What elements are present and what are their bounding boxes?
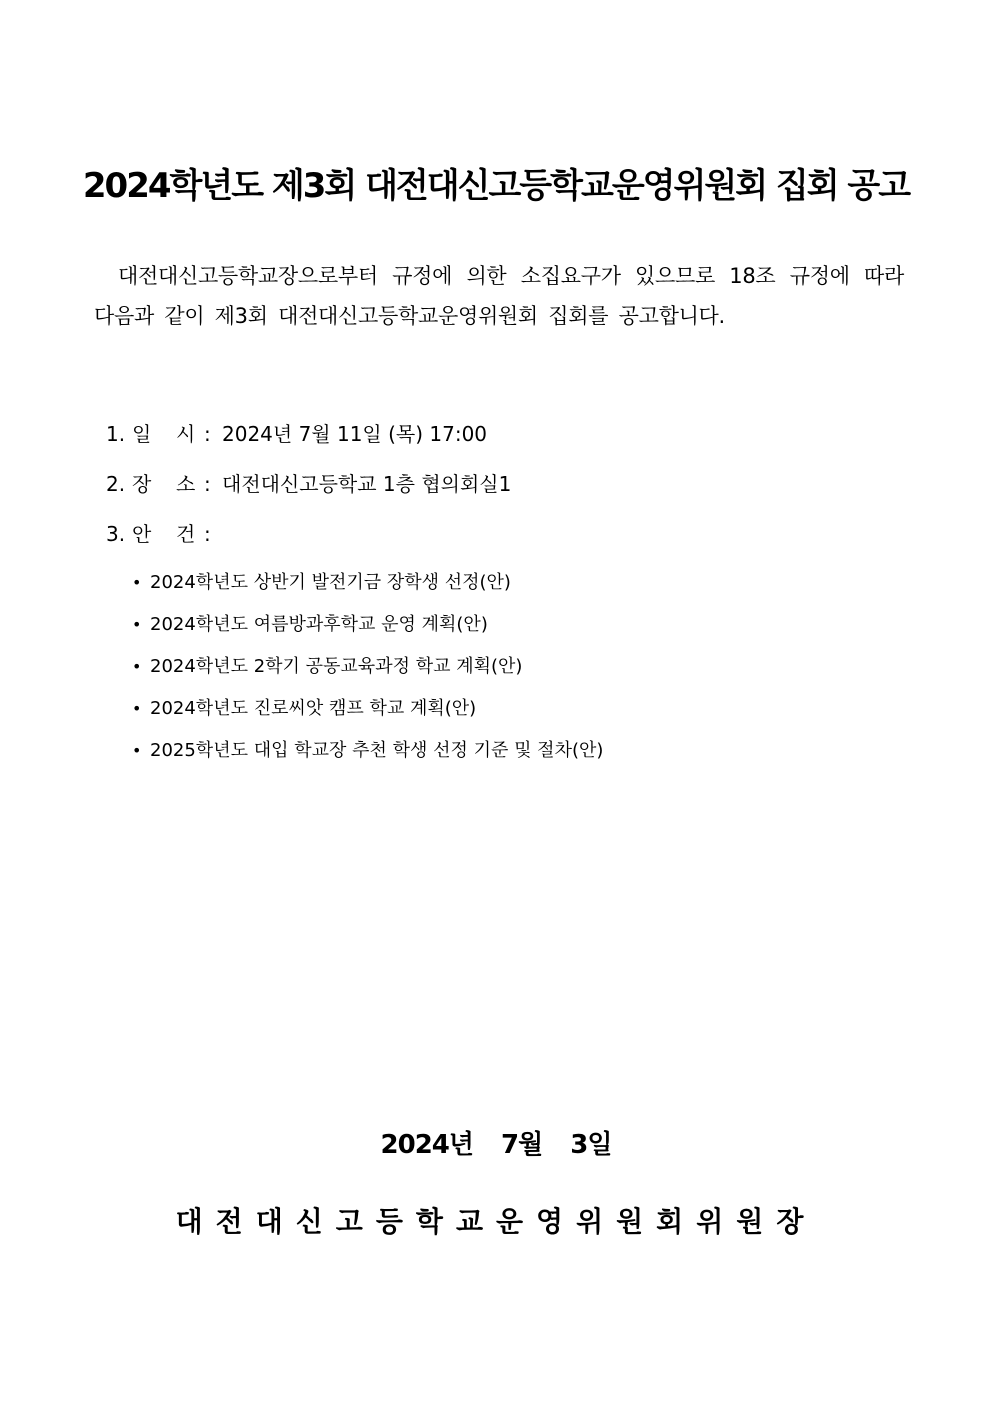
agenda-text: 2024학년도 여름방과후학교 운영 계획(안)	[150, 614, 488, 635]
agenda-text: 2025학년도 대입 학교장 추천 학생 선정 기준 및 절차(안)	[150, 740, 604, 761]
notice-date	[0, 1124, 992, 1161]
item-label-second: 소	[176, 472, 196, 496]
date-month: 7월	[501, 1130, 543, 1160]
agenda-text: 2024학년도 2학기 공동교육과정 학교 계획(안)	[150, 656, 523, 677]
list-item	[132, 566, 603, 608]
agenda-list	[132, 566, 603, 776]
item-value: 대전대신고등학교 1층 협의회실1	[222, 472, 512, 496]
item-value: 2024년 7월 11일 (목) 17:00	[222, 422, 488, 446]
date-day: 3일	[570, 1130, 612, 1160]
item-number: 2.	[106, 472, 126, 496]
item-label-first: 장	[132, 472, 152, 496]
agenda-text: 2024학년도 상반기 발전기금 장학생 선정(안)	[150, 572, 511, 593]
item-label-first: 일	[132, 422, 152, 446]
item-location	[106, 468, 511, 497]
list-item	[132, 608, 603, 650]
bullet-icon: •	[132, 699, 142, 718]
intro-paragraph: 대전대신고등학교장으로부터 규정에 의한 소집요구가 있으므로 18조 규정에 따라 다음과 같이 제3회 대전대신고등학교운영위원회 집회를 공고합니다.	[94, 264, 904, 328]
bullet-icon: •	[132, 657, 142, 676]
bullet-icon: •	[132, 573, 142, 592]
signer-title: 대전대신고등학교운영위원회위원장	[175, 1205, 817, 1238]
bullet-icon: •	[132, 741, 142, 760]
item-colon: :	[204, 472, 211, 496]
item-colon: :	[204, 422, 211, 446]
list-item	[132, 650, 603, 692]
item-label-second: 건	[176, 522, 196, 546]
bullet-icon: •	[132, 615, 142, 634]
agenda-text: 2024학년도 진로씨앗 캠프 학교 계획(안)	[150, 698, 477, 719]
item-agenda	[106, 518, 222, 547]
list-item	[132, 734, 603, 776]
item-colon: :	[204, 522, 211, 546]
item-label-second: 시	[176, 422, 196, 446]
document-title: 2024학년도 제3회 대전대신고등학교운영위원회 집회 공고	[82, 166, 910, 206]
item-datetime	[106, 418, 487, 447]
item-number: 1.	[106, 422, 126, 446]
item-label-first: 안	[132, 522, 152, 546]
list-item	[132, 692, 603, 734]
date-year: 2024년	[380, 1130, 474, 1160]
item-number: 3.	[106, 522, 126, 546]
